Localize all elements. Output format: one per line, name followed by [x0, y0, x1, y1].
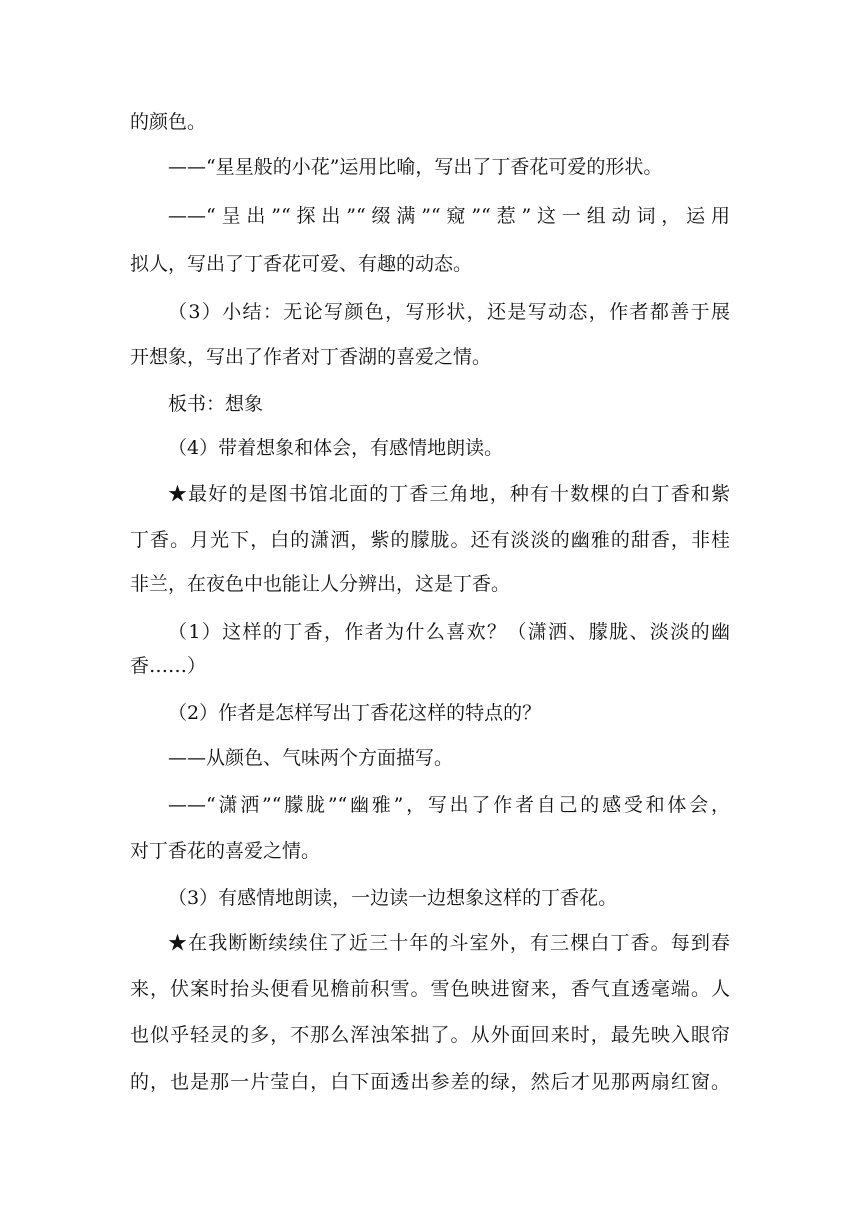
text-line: （4）带着想象和体会，有感情地朗读。: [168, 437, 504, 459]
text-line: 非兰，在夜色中也能让人分辨出，这是丁香。: [130, 573, 511, 595]
text-line: 板书：想象: [168, 393, 264, 415]
text-line: ——“星星般的小花”运用比喻，写出了丁香花可爱的形状。: [168, 156, 663, 178]
text-line: 来，伏案时抬头便看见檐前积雪。雪色映进窗来，香气直透毫端。人: [130, 978, 730, 1000]
text-line: 也似乎轻灵的多，不那么浑浊笨拙了。从外面回来时，最先映入眼帘: [130, 1024, 730, 1046]
text-line: ——“呈出”“探出”“缀满”“窥”“惹”这一组动词，运用: [168, 205, 730, 227]
text-line: ★最好的是图书馆北面的丁香三角地，种有十数棵的白丁香和紫: [168, 483, 730, 505]
text-line: （2）作者是怎样写出丁香花这样的特点的？: [168, 702, 542, 724]
text-line: （3）有感情地朗读，一边读一边想象这样的丁香花。: [168, 887, 618, 909]
text-line: 的，也是那一片莹白，白下面透出参差的绿，然后才见那两扇红窗。: [130, 1071, 730, 1093]
text-line: （1）这样的丁香，作者为什么喜欢？（潇洒、朦胧、淡淡的幽: [168, 621, 730, 643]
text-line: 拟人，写出了丁香花可爱、有趣的动态。: [130, 253, 473, 275]
text-line: ——“潇洒”“朦胧”“幽雅”，写出了作者自己的感受和体会，: [168, 794, 730, 816]
text-line: 的颜色。: [130, 111, 207, 133]
text-line: ★在我断断续续住了近三十年的斗室外，有三棵白丁香。每到春: [168, 932, 730, 954]
text-line: 香……）: [130, 655, 207, 677]
text-line: 对丁香花的喜爱之情。: [130, 840, 321, 862]
text-line: 丁香。月光下，白的潇洒，紫的朦胧。还有淡淡的幽雅的甜香，非桂: [130, 529, 730, 551]
text-line: 开想象，写出了作者对丁香湖的喜爱之情。: [130, 346, 492, 368]
text-line: （3）小结：无论写颜色，写形状，还是写动态，作者都善于展: [168, 301, 730, 323]
text-line: ——从颜色、气味两个方面描写。: [168, 747, 454, 769]
